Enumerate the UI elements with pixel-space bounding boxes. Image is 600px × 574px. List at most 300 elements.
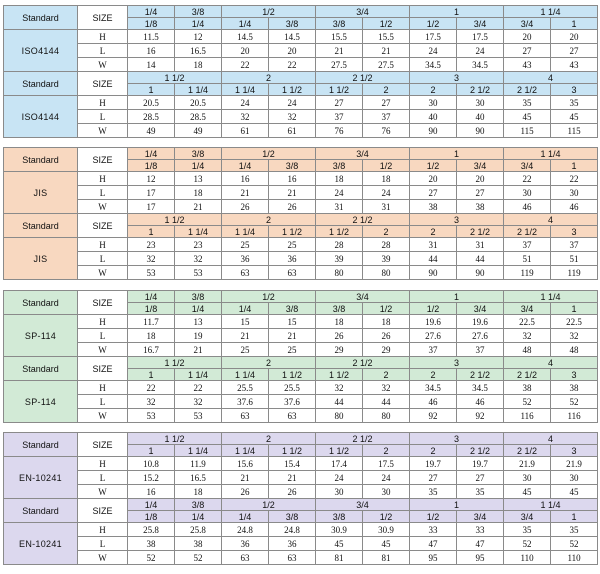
dimension-value: 51 (504, 252, 551, 266)
size-label: SIZE (78, 357, 128, 381)
dimension-value: 35 (504, 523, 551, 537)
dimension-value: 29 (316, 343, 363, 357)
sub-size-header: 3/4 (457, 303, 504, 315)
dimension-value: 24 (410, 44, 457, 58)
dimension-value: 30 (410, 96, 457, 110)
sub-size-header: 1 1/4 (175, 445, 222, 457)
dimension-label: W (78, 343, 128, 357)
dimension-value: 19.7 (410, 457, 457, 471)
sub-size-header: 3/8 (316, 303, 363, 315)
dimension-value: 95 (410, 551, 457, 565)
dimension-value: 17 (128, 186, 175, 200)
sub-size-header: 1 (128, 84, 175, 96)
dimension-value: 36 (269, 537, 316, 551)
dimension-value: 14 (128, 58, 175, 72)
sub-size-header: 1 1/4 (175, 84, 222, 96)
dimension-value: 92 (410, 409, 457, 423)
dimension-value: 52 (175, 551, 222, 565)
size-label: SIZE (78, 291, 128, 315)
nominal-size-header: 2 1/2 (316, 214, 410, 226)
dimension-value: 44 (410, 252, 457, 266)
dimension-label: L (78, 329, 128, 343)
dimension-value: 53 (175, 409, 222, 423)
dimension-label: L (78, 537, 128, 551)
sub-size-header: 2 (410, 369, 457, 381)
dimension-label: L (78, 110, 128, 124)
header-row-size (4, 357, 598, 369)
sub-size-header: 1 (128, 369, 175, 381)
sub-size-header: 1 1/4 (175, 369, 222, 381)
dimension-value: 13 (175, 172, 222, 186)
nominal-size-header: 3/8 (175, 291, 222, 303)
table-row (4, 124, 598, 138)
size-label: SIZE (78, 72, 128, 96)
sub-size-header: 1/4 (175, 18, 222, 30)
sub-size-header: 1/4 (222, 303, 269, 315)
dimension-value: 24.8 (269, 523, 316, 537)
dimension-value: 30 (457, 96, 504, 110)
sub-size-header: 1 1/2 (316, 226, 363, 238)
sub-size-header: 1 (551, 18, 598, 30)
sub-size-header: 1/2 (410, 18, 457, 30)
dimension-value: 17.4 (316, 457, 363, 471)
nominal-size-header: 3/4 (316, 291, 410, 303)
dimension-value: 53 (128, 266, 175, 280)
dimension-value: 13 (175, 315, 222, 329)
table-row (4, 96, 598, 110)
nominal-size-header: 4 (504, 433, 598, 445)
dimension-value: 11.9 (175, 457, 222, 471)
nominal-size-header: 1 1/4 (504, 499, 598, 511)
table-row (4, 551, 598, 565)
nominal-size-header: 2 1/2 (316, 433, 410, 445)
dimension-value: 37 (457, 343, 504, 357)
nominal-size-header: 4 (504, 357, 598, 369)
nominal-size-header: 1 (410, 499, 504, 511)
sub-size-header: 2 (363, 369, 410, 381)
dimension-value: 27 (551, 44, 598, 58)
dimension-value: 119 (551, 266, 598, 280)
sub-size-header: 1/2 (363, 160, 410, 172)
dimension-label: H (78, 172, 128, 186)
dimension-value: 19.6 (410, 315, 457, 329)
sub-size-header: 2 (410, 226, 457, 238)
section-jis (3, 147, 597, 280)
dimension-value: 18 (363, 315, 410, 329)
dimension-value: 20 (504, 30, 551, 44)
dimension-value: 52 (551, 537, 598, 551)
dimension-value: 15.4 (269, 457, 316, 471)
sub-size-header: 1 1/2 (269, 369, 316, 381)
dimension-value: 22 (269, 58, 316, 72)
dimension-value: 10.8 (128, 457, 175, 471)
dimension-value: 48 (504, 343, 551, 357)
dimension-value: 30 (316, 485, 363, 499)
standard-name: ISO4144 (4, 30, 78, 72)
dimension-value: 38 (504, 381, 551, 395)
header-row-size (4, 291, 598, 303)
nominal-size-header: 1/2 (222, 6, 316, 18)
dimension-value: 46 (410, 395, 457, 409)
dimension-value: 76 (363, 124, 410, 138)
dimension-value: 21 (269, 186, 316, 200)
header-row-size (4, 499, 598, 511)
sub-size-header: 1/2 (363, 18, 410, 30)
size-label: SIZE (78, 6, 128, 30)
standard-name: JIS (4, 238, 78, 280)
dimension-value: 49 (175, 124, 222, 138)
dimension-value: 35 (457, 485, 504, 499)
size-table-jis (3, 147, 598, 280)
standard-label: Standard (4, 148, 78, 172)
table-row (4, 315, 598, 329)
dimension-value: 15.5 (316, 30, 363, 44)
dimension-value: 63 (269, 266, 316, 280)
dimension-value: 34.5 (410, 58, 457, 72)
sub-size-header: 1/2 (410, 303, 457, 315)
dimension-value: 110 (551, 551, 598, 565)
dimension-value: 37.6 (222, 395, 269, 409)
dimension-value: 18 (316, 315, 363, 329)
dimension-value: 31 (457, 238, 504, 252)
size-label: SIZE (78, 499, 128, 523)
nominal-size-header: 1/2 (222, 148, 316, 160)
dimension-value: 37 (363, 110, 410, 124)
nominal-size-header: 3 (410, 433, 504, 445)
nominal-size-header: 1 1/2 (128, 214, 222, 226)
dimension-value: 95 (457, 551, 504, 565)
dimension-label: L (78, 44, 128, 58)
dimension-value: 30 (363, 485, 410, 499)
dimension-value: 20.5 (128, 96, 175, 110)
dimension-value: 26 (269, 485, 316, 499)
dimension-value: 45 (504, 485, 551, 499)
dimension-value: 30.9 (316, 523, 363, 537)
dimension-value: 18 (175, 186, 222, 200)
dimension-value: 81 (316, 551, 363, 565)
dimension-value: 115 (504, 124, 551, 138)
dimension-value: 16.7 (128, 343, 175, 357)
table-row (4, 471, 598, 485)
standard-label: Standard (4, 6, 78, 30)
dimension-label: H (78, 238, 128, 252)
dimension-value: 116 (551, 409, 598, 423)
dimension-value: 37.6 (269, 395, 316, 409)
dimension-value: 20 (222, 44, 269, 58)
sub-size-header: 2 1/2 (504, 445, 551, 457)
dimension-value: 49 (128, 124, 175, 138)
sub-size-header: 2 (410, 84, 457, 96)
dimension-value: 46 (551, 200, 598, 214)
dimension-value: 35 (410, 485, 457, 499)
size-label: SIZE (78, 148, 128, 172)
dimension-label: L (78, 252, 128, 266)
dimension-value: 80 (363, 409, 410, 423)
header-row-size (4, 433, 598, 445)
table-row (4, 186, 598, 200)
dimension-value: 43 (551, 58, 598, 72)
dimension-value: 38 (128, 537, 175, 551)
dimension-value: 45 (504, 110, 551, 124)
dimension-value: 15.2 (128, 471, 175, 485)
dimension-value: 90 (457, 124, 504, 138)
dimension-value: 33 (457, 523, 504, 537)
dimension-value: 80 (316, 409, 363, 423)
sub-size-header: 1 1/2 (316, 84, 363, 96)
dimension-value: 24 (222, 96, 269, 110)
dimension-value: 25 (269, 238, 316, 252)
dimension-value: 24 (363, 471, 410, 485)
dimension-value: 116 (504, 409, 551, 423)
dimension-value: 35 (551, 523, 598, 537)
dimension-value: 24.8 (222, 523, 269, 537)
section-sp-114 (3, 290, 597, 423)
dimension-value: 39 (316, 252, 363, 266)
dimension-value: 26 (222, 485, 269, 499)
dimension-value: 46 (457, 395, 504, 409)
dimension-value: 90 (457, 266, 504, 280)
table-row (4, 44, 598, 58)
dimension-value: 80 (316, 266, 363, 280)
nominal-size-header: 2 (222, 357, 316, 369)
sub-size-header: 3/8 (316, 18, 363, 30)
dimension-value: 23 (128, 238, 175, 252)
dimension-value: 45 (551, 110, 598, 124)
nominal-size-header: 1 1/4 (504, 291, 598, 303)
dimension-value: 27 (410, 471, 457, 485)
sub-size-header: 1 1/4 (222, 369, 269, 381)
dimension-label: H (78, 96, 128, 110)
sub-size-header: 3/8 (316, 511, 363, 523)
sub-size-header: 1/4 (222, 18, 269, 30)
table-row (4, 58, 598, 72)
dimension-label: W (78, 200, 128, 214)
dimension-value: 24 (316, 186, 363, 200)
dimension-value: 27 (410, 186, 457, 200)
dimension-value: 12 (128, 172, 175, 186)
dimension-value: 90 (410, 266, 457, 280)
sub-size-header: 1/4 (222, 511, 269, 523)
dimension-value: 26 (222, 200, 269, 214)
sub-size-header: 3 (551, 226, 598, 238)
dimension-value: 30 (504, 471, 551, 485)
dimension-value: 22 (504, 172, 551, 186)
dimension-value: 51 (551, 252, 598, 266)
dimension-value: 22 (128, 381, 175, 395)
dimension-value: 15 (222, 315, 269, 329)
sub-size-header: 3/4 (504, 18, 551, 30)
sub-size-header: 1 1/4 (222, 84, 269, 96)
dimension-value: 23 (175, 238, 222, 252)
nominal-size-header: 3/8 (175, 148, 222, 160)
dimension-value: 63 (222, 409, 269, 423)
dimension-value: 15.6 (222, 457, 269, 471)
dimension-value: 16 (269, 172, 316, 186)
sub-size-header: 2 1/2 (457, 369, 504, 381)
section-iso4144 (3, 5, 597, 138)
dimension-value: 43 (504, 58, 551, 72)
dimension-label: H (78, 381, 128, 395)
dimension-value: 45 (363, 537, 410, 551)
dimension-value: 16 (128, 485, 175, 499)
table-row (4, 395, 598, 409)
dimension-value: 24 (363, 186, 410, 200)
nominal-size-header: 3/4 (316, 6, 410, 18)
dimension-value: 32 (175, 395, 222, 409)
dimension-value: 15 (269, 315, 316, 329)
dimension-value: 17.5 (410, 30, 457, 44)
dimension-value: 21.9 (504, 457, 551, 471)
nominal-size-header: 1/4 (128, 6, 175, 18)
sub-size-header: 1/2 (410, 160, 457, 172)
table-row (4, 457, 598, 471)
dimension-value: 26 (316, 329, 363, 343)
dimension-value: 31 (316, 200, 363, 214)
dimension-value: 119 (504, 266, 551, 280)
sub-size-header: 1 (551, 511, 598, 523)
nominal-size-header: 3 (410, 214, 504, 226)
dimension-value: 115 (551, 124, 598, 138)
dimension-value: 34.5 (410, 381, 457, 395)
sub-size-header: 1/2 (363, 511, 410, 523)
dimension-value: 25.5 (222, 381, 269, 395)
sub-size-header: 2 (363, 226, 410, 238)
sub-size-header: 3/4 (457, 160, 504, 172)
sub-size-header: 2 (363, 84, 410, 96)
dimension-value: 30 (551, 471, 598, 485)
table-row (4, 537, 598, 551)
dimension-value: 18 (316, 172, 363, 186)
dimension-value: 19.7 (457, 457, 504, 471)
dimension-label: L (78, 471, 128, 485)
nominal-size-header: 3/4 (316, 499, 410, 511)
dimension-value: 92 (457, 409, 504, 423)
dimension-value: 25.5 (269, 381, 316, 395)
dimension-value: 47 (457, 537, 504, 551)
dimension-value: 52 (551, 395, 598, 409)
size-table-iso (3, 5, 598, 138)
dimension-value: 29 (363, 343, 410, 357)
dimension-value: 25 (269, 343, 316, 357)
dimension-value: 61 (222, 124, 269, 138)
dimension-label: L (78, 186, 128, 200)
dimension-value: 24 (457, 44, 504, 58)
sub-size-header: 3 (551, 369, 598, 381)
dimension-value: 28 (316, 238, 363, 252)
nominal-size-header: 2 (222, 214, 316, 226)
dimension-value: 53 (128, 409, 175, 423)
dimension-value: 32 (175, 252, 222, 266)
nominal-size-header: 2 1/2 (316, 72, 410, 84)
dimension-value: 80 (363, 266, 410, 280)
standard-name: SP-114 (4, 381, 78, 423)
sub-size-header: 2 1/2 (504, 226, 551, 238)
dimension-value: 22.5 (551, 315, 598, 329)
dimension-value: 35 (551, 96, 598, 110)
dimension-label: W (78, 551, 128, 565)
standard-label: Standard (4, 72, 78, 96)
sub-size-header: 1/4 (175, 511, 222, 523)
dimension-value: 63 (269, 551, 316, 565)
dimension-value: 16 (128, 44, 175, 58)
dimension-value: 21 (269, 471, 316, 485)
sub-size-header: 3/4 (504, 303, 551, 315)
table-row (4, 200, 598, 214)
dimension-value: 27 (363, 96, 410, 110)
dimension-value: 52 (504, 395, 551, 409)
dimension-value: 44 (316, 395, 363, 409)
table-row (4, 523, 598, 537)
dimension-value: 38 (410, 200, 457, 214)
dimension-label: H (78, 30, 128, 44)
dimension-value: 26 (363, 329, 410, 343)
sub-size-header: 1/4 (222, 160, 269, 172)
dimension-value: 11.7 (128, 315, 175, 329)
dimension-value: 15.5 (363, 30, 410, 44)
dimension-value: 38 (551, 381, 598, 395)
sub-size-header: 1/8 (128, 303, 175, 315)
header-row-size (4, 214, 598, 226)
nominal-size-header: 2 (222, 433, 316, 445)
dimension-value: 30 (504, 186, 551, 200)
nominal-size-header: 1 1/4 (504, 148, 598, 160)
dimension-value: 33 (410, 523, 457, 537)
dimension-value: 32 (551, 329, 598, 343)
nominal-size-header: 1/4 (128, 291, 175, 303)
dimension-value: 18 (128, 329, 175, 343)
sub-size-header: 1/8 (128, 18, 175, 30)
sub-size-header: 3/8 (269, 511, 316, 523)
dimension-value: 63 (222, 551, 269, 565)
sub-size-header: 2 1/2 (457, 84, 504, 96)
dimension-value: 40 (410, 110, 457, 124)
dimension-value: 46 (504, 200, 551, 214)
sub-size-header: 1 1/2 (316, 369, 363, 381)
dimension-value: 110 (504, 551, 551, 565)
nominal-size-header: 1 (410, 6, 504, 18)
standard-label: Standard (4, 433, 78, 457)
dimension-value: 20 (457, 172, 504, 186)
dimension-value: 38 (175, 537, 222, 551)
sub-size-header: 1/2 (410, 511, 457, 523)
dimension-value: 21 (175, 200, 222, 214)
sub-size-header: 1 (551, 303, 598, 315)
nominal-size-header: 3/4 (316, 148, 410, 160)
dimension-value: 27 (316, 96, 363, 110)
nominal-size-header: 4 (504, 72, 598, 84)
nominal-size-header: 1/2 (222, 291, 316, 303)
dimension-value: 11.5 (128, 30, 175, 44)
dimension-value: 24 (269, 96, 316, 110)
dimension-value: 32 (128, 395, 175, 409)
dimension-value: 39 (363, 252, 410, 266)
dimension-value: 21 (222, 471, 269, 485)
sub-size-header: 1 (551, 160, 598, 172)
dimension-label: H (78, 315, 128, 329)
size-table-en (3, 432, 598, 565)
dimension-label: W (78, 409, 128, 423)
dimension-label: W (78, 58, 128, 72)
dimension-value: 36 (222, 537, 269, 551)
dimension-value: 35 (504, 96, 551, 110)
standard-label: Standard (4, 499, 78, 523)
sub-size-header: 1 (128, 445, 175, 457)
dimension-value: 18 (175, 485, 222, 499)
dimension-value: 27.6 (410, 329, 457, 343)
dimension-value: 38 (457, 200, 504, 214)
sub-size-header: 3/4 (504, 511, 551, 523)
dimension-value: 20 (410, 172, 457, 186)
